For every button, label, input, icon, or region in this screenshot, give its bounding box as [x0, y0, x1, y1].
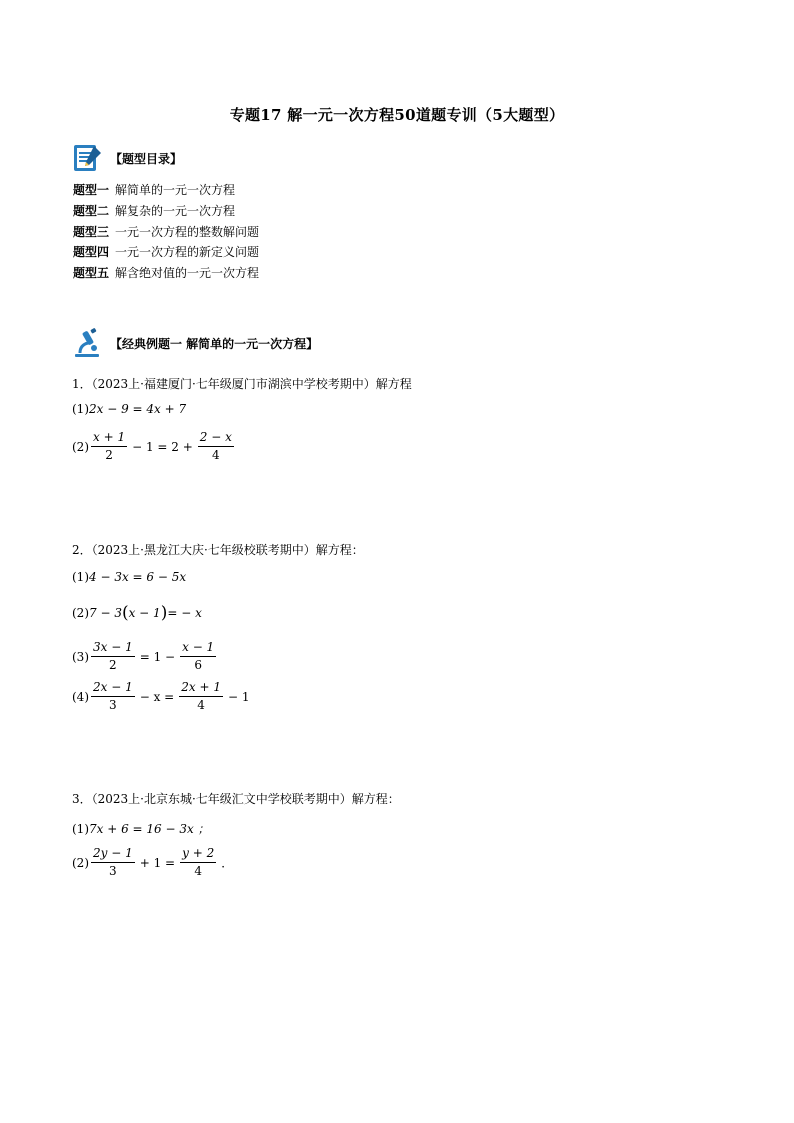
toc-item-number: 题型五 — [73, 266, 110, 281]
toc-item-text: 一元一次方程的新定义问题 — [115, 245, 260, 260]
question-2-part-3 — [72, 640, 218, 673]
toc-item — [73, 201, 259, 222]
numerator: y + 2 — [180, 846, 216, 863]
fraction — [198, 430, 234, 463]
denominator: 6 — [194, 658, 202, 672]
equation-tail: − 1 — [227, 689, 250, 704]
numerator: 3x − 1 — [91, 640, 135, 657]
equation-middle: = 1 − — [139, 649, 176, 664]
equation: 7x + 6 = 16 − 3x ； — [89, 822, 210, 836]
equation-suffix: = − x — [167, 606, 202, 620]
fraction — [179, 680, 223, 713]
toc-item-text: 一元一次方程的整数解问题 — [115, 224, 260, 239]
toc-item-text: 解复杂的一元一次方程 — [115, 203, 236, 218]
toc-item-number: 题型一 — [73, 183, 110, 197]
part-number: (4) — [72, 689, 89, 704]
denominator: 2 — [109, 658, 117, 672]
question-3-part-1 — [72, 820, 210, 837]
question-1-part-1 — [72, 402, 186, 416]
toc-item — [73, 222, 259, 243]
part-number: (1) — [72, 570, 89, 584]
denominator: 4 — [197, 698, 205, 712]
edit-notepad-icon — [72, 142, 104, 174]
numerator: 2 − x — [198, 430, 234, 447]
open-paren: ( — [121, 603, 129, 623]
toc-item-number: 题型三 — [73, 224, 110, 239]
question-3-header: 3．（2023上·北京东城·七年级汇文中学校联考期中）解方程： — [72, 792, 400, 806]
toc-item — [73, 180, 259, 201]
equation-middle: + 1 = — [139, 855, 176, 870]
toc-list — [73, 180, 259, 284]
equation-middle: − 1 = 2 + — [132, 439, 193, 454]
numerator: 2x + 1 — [179, 680, 223, 697]
denominator: 3 — [109, 698, 117, 712]
fraction — [91, 680, 135, 713]
part-number: (2) — [72, 855, 89, 870]
equation: 2x − 9 = 4x + 7 — [89, 402, 187, 416]
part-number: (3) — [72, 649, 89, 664]
question-1-header: 1．（2023上·福建厦门·七年级厦门市湖滨中学校考期中）解方程 — [72, 377, 412, 391]
example-section-label: 【经典例题一 解简单的一元一次方程】 — [110, 336, 319, 351]
close-paren: ) — [160, 603, 168, 623]
example-section-header — [72, 327, 318, 359]
page-title: 专题17 解一元一次方程50道题专训（5大题型） — [229, 106, 565, 124]
toc-item — [73, 263, 259, 284]
denominator: 4 — [194, 864, 202, 878]
numerator: 2x − 1 — [91, 680, 135, 697]
fraction — [91, 640, 135, 673]
toc-section-label: 【题型目录】 — [110, 151, 183, 166]
equation-middle: − x = — [139, 689, 175, 704]
numerator: x − 1 — [180, 640, 216, 657]
fraction — [91, 430, 127, 463]
question-3-part-2 — [72, 846, 236, 879]
fraction — [180, 846, 216, 879]
equation-prefix: 7 − 3 — [89, 606, 122, 620]
toc-section-header — [72, 142, 182, 174]
denominator: 2 — [105, 448, 113, 462]
denominator: 3 — [109, 864, 117, 878]
question-2-part-1 — [72, 570, 186, 584]
equation: 4 − 3x = 6 − 5x — [89, 570, 187, 584]
equation-inner: x − 1 — [128, 606, 161, 620]
part-number: (2) — [72, 439, 89, 454]
question-1-part-2 — [72, 430, 236, 463]
question-2-header: 2．（2023上·黑龙江大庆·七年级校联考期中）解方程： — [72, 543, 364, 557]
part-number: (2) — [72, 606, 89, 620]
toc-item-text: 解简单的一元一次方程 — [115, 183, 236, 197]
equation-tail: ． — [221, 856, 234, 870]
microscope-icon — [72, 327, 104, 359]
part-number: (1) — [72, 821, 89, 836]
numerator: x + 1 — [91, 430, 127, 447]
denominator: 4 — [212, 448, 220, 462]
toc-item-text: 解含绝对值的一元一次方程 — [115, 266, 260, 281]
question-2-part-4 — [72, 680, 253, 713]
question-2-part-2 — [72, 603, 202, 623]
numerator: 2y − 1 — [91, 846, 135, 863]
fraction — [180, 640, 216, 673]
fraction — [91, 846, 135, 879]
part-number: (1) — [72, 402, 89, 416]
toc-item-number: 题型二 — [73, 203, 110, 218]
toc-item-number: 题型四 — [73, 245, 110, 260]
toc-item — [73, 242, 259, 263]
